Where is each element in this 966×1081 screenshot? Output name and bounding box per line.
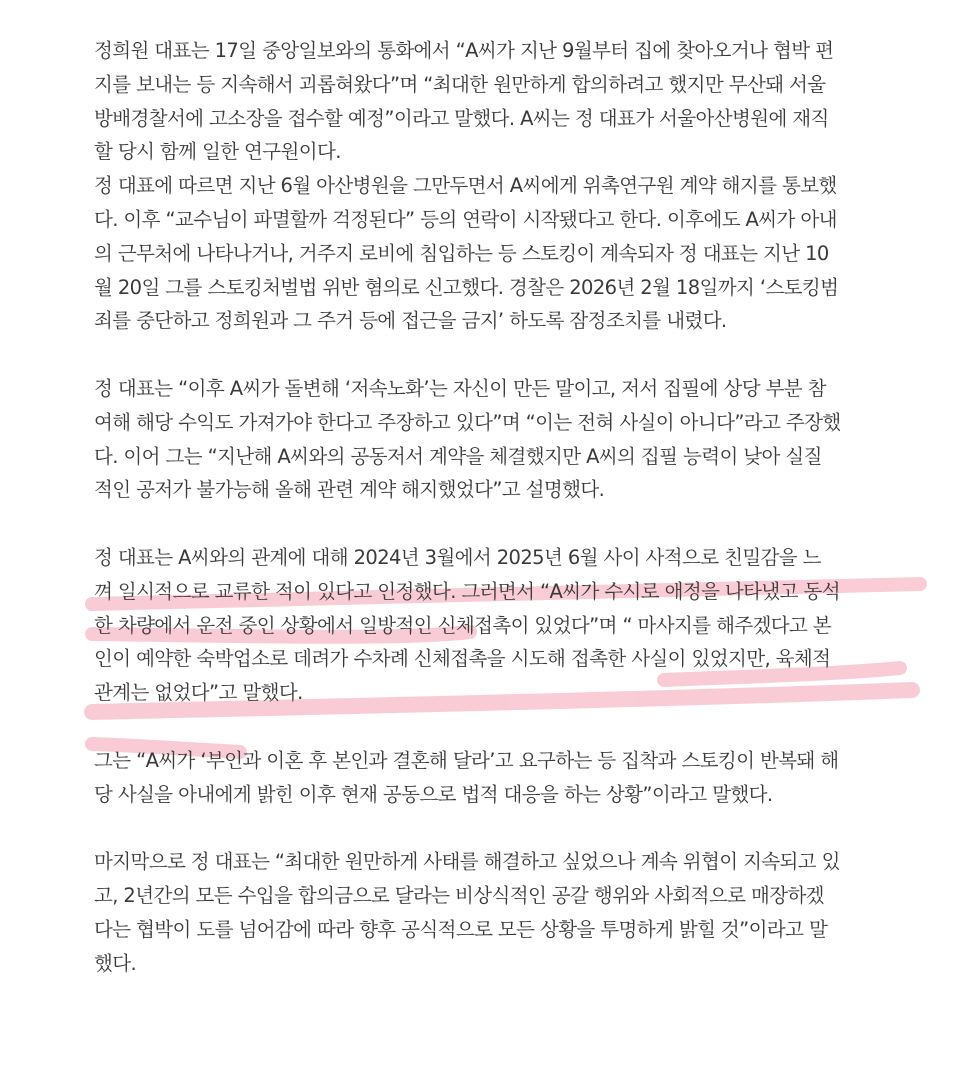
text-line: 죄를 중단하고 정희원과 그 주거 등에 접근을 금지’ 하도록 잠정조치를 내렸다. [94, 309, 727, 333]
paragraph [94, 34, 924, 338]
text-line: 지를 보내는 등 지속해서 괴롭혀왔다”며 “최대한 원만하게 합의하려고 했지만 무산돼 서울 [94, 72, 826, 96]
text-line: 그는 “A씨가 ‘부인과 이혼 후 본인과 결혼해 달라’고 요구하는 등 집착과 스토킹이 반복돼 해 [94, 748, 839, 772]
text-line: 의 근무처에 나타나거나, 거주지 로비에 침입하는 등 스토킹이 계속되자 정 대표는 지난 10 [94, 241, 829, 265]
text-line: 다는 협박이 도를 넘어감에 따라 향후 공식적으로 모든 상황을 투명하게 밝힐 것”이라고 말 [94, 917, 828, 941]
paragraph [94, 372, 924, 507]
text-line: 정희원 대표는 17일 중앙일보와의 통화에서 “A씨가 지난 9월부터 집에 찾아오거나 협박 편 [94, 39, 834, 62]
paragraph-gap [94, 811, 924, 845]
text-line: 한 차량에서 운전 중인 상황에서 일방적인 신체접촉이 있었다”며 “ 마사지를 해주겠다고 본 [94, 613, 832, 637]
text-line: 월 20일 그를 스토킹처벌법 위반 혐의로 신고했다. 경찰은 2026년 2월 18일까지 ‘스토킹범 [94, 275, 839, 299]
text-line: 정 대표에 따르면 지난 6월 아산병원을 그만두면서 A씨에게 위촉연구원 계약 해지를 통보했 [94, 174, 837, 198]
text-line: 여해 해당 수익도 가져가야 한다고 주장하고 있다”며 “이는 전혀 사실이 아니다”라고 주장했 [94, 410, 841, 434]
article-body [94, 34, 924, 980]
paragraph-gap [94, 338, 924, 372]
text-line: 할 당시 함께 일한 연구원이다. [94, 140, 341, 164]
text-line: 마지막으로 정 대표는 “최대한 원만하게 사태를 해결하고 싶었으나 계속 위협이 지속되고 있 [94, 850, 840, 874]
text-line: 껴 일시적으로 교류한 적이 있다고 인정했다. 그러면서 “A씨가 수시로 애정을 나타냈고 동석 [94, 579, 840, 603]
paragraph [94, 744, 924, 812]
text-line: 했다. [94, 951, 137, 975]
text-line: 정 대표는 “이후 A씨가 돌변해 ‘저속노화’는 자신이 만든 말이고, 저서 집필에 상당 부분 참 [94, 376, 826, 400]
text-line: 다. 이후 “교수님이 파멸할까 걱정된다” 등의 연락이 시작됐다고 한다. 이후에도 A씨가 아내 [94, 207, 837, 231]
paragraph [94, 541, 924, 710]
text-line: 적인 공저가 불가능해 올해 관련 계약 해지했었다”고 설명했다. [94, 478, 605, 502]
paragraph-gap [94, 710, 924, 744]
text-line: 당 사실을 아내에게 밝힌 이후 현재 공동으로 법적 대응을 하는 상황”이라고 말했다. [94, 782, 773, 806]
text-line: 정 대표는 A씨와의 관계에 대해 2024년 3월에서 2025년 6월 사이 사적으로 친밀감을 느 [94, 545, 821, 569]
text-line: 고, 2년간의 모든 수입을 합의금으로 달라는 비상식적인 공갈 행위와 사회적으로 매장하겠 [94, 883, 824, 907]
text-line: 인이 예약한 숙박업소로 데려가 수차례 신체접촉을 시도해 접촉한 사실이 있었지만, 육체적 [94, 647, 831, 671]
paragraph [94, 845, 924, 980]
paragraph-gap [94, 507, 924, 541]
text-line: 관계는 없었다”고 말했다. [94, 681, 303, 705]
text-line: 다. 이어 그는 “지난해 A씨와의 공동저서 계약을 체결했지만 A씨의 집필 능력이 낮아 실질 [94, 444, 822, 468]
text-line: 방배경찰서에 고소장을 접수할 예정”이라고 말했다. A씨는 정 대표가 서울아산병원에 재직 [94, 106, 829, 130]
